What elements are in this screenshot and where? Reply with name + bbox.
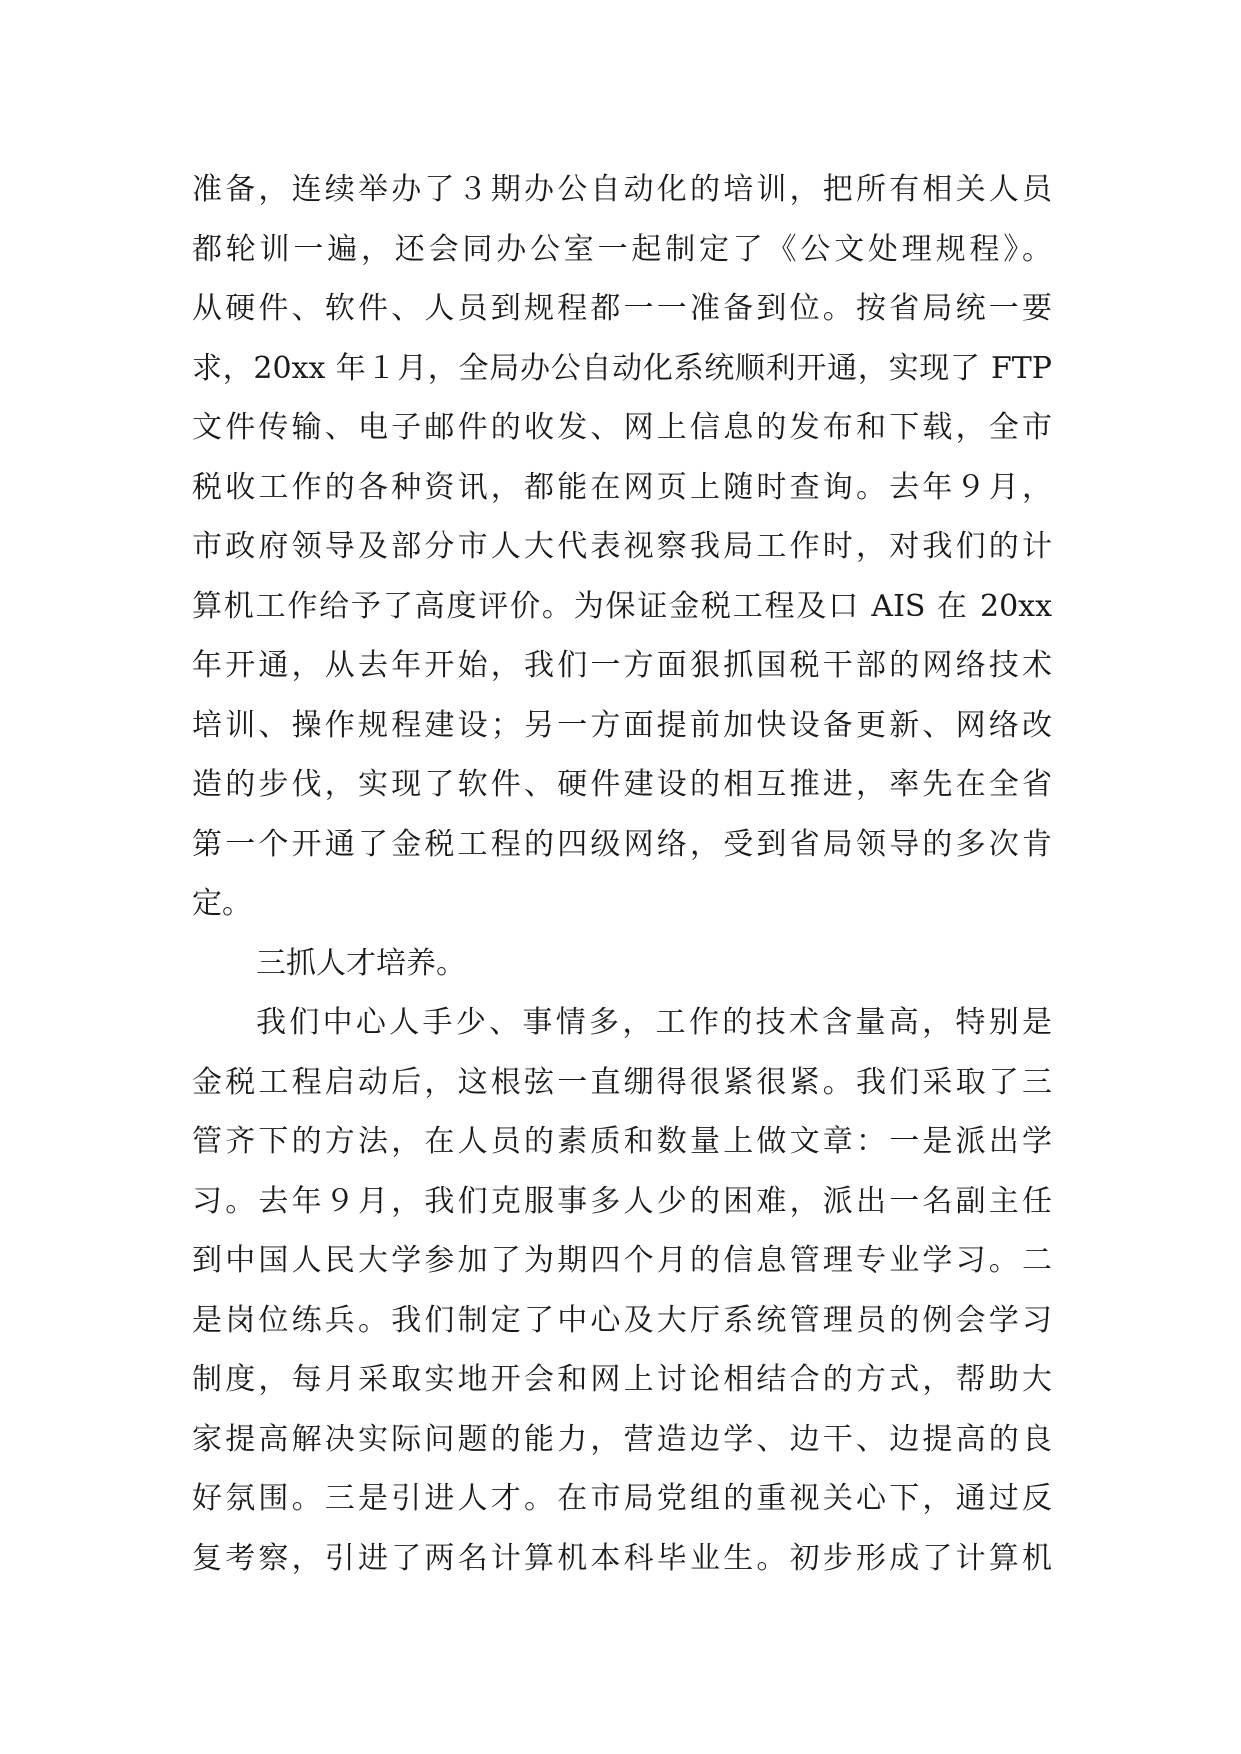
text-line: 从硬件、软件、人员到规程都一一准备到位。按省局统一要 [192, 291, 1052, 326]
text-line: 我们中心人手少、事情多，工作的技术含量高，特别是 [256, 1005, 1052, 1040]
text-line: 都轮训一遍，还会同办公室一起制定了《公文处理规程》。 [192, 231, 1052, 267]
text-line: 准备，连续举办了３期办公自动化的培训，把所有相关人员 [192, 172, 1052, 207]
text-line: 定。 [192, 886, 252, 921]
text-line: 家提高解决实际问题的能力，营造边学、边干、边提高的良 [192, 1421, 1052, 1457]
text-line: 算机工作给予了高度评价。为保证金税工程及口 AIS 在 20xx [192, 588, 1052, 624]
text-line: 培训、操作规程建设；另一方面提前加快设备更新、网络改 [192, 707, 1052, 743]
text-line: 第一个开通了金税工程的四级网络，受到省局领导的多次肯 [192, 826, 1052, 862]
text-line: 年开通，从去年开始，我们一方面狠抓国税干部的网络技术 [192, 648, 1052, 683]
paragraph [192, 160, 1052, 934]
body-text [192, 160, 1052, 1588]
text-line: 造的步伐，实现了软件、硬件建设的相互推进，率先在全省 [192, 767, 1052, 802]
text-line: 文件传输、电子邮件的收发、网上信息的发布和下载，全市 [192, 410, 1052, 445]
text-line: 是岗位练兵。我们制定了中心及大厅系统管理员的例会学习 [192, 1302, 1052, 1338]
section-heading [192, 934, 1052, 994]
paragraph [192, 993, 1052, 1588]
text-line: 制度，每月采取实地开会和网上讨论相结合的方式，帮助大 [192, 1362, 1052, 1397]
text-line: 好氛围。三是引进人才。在市局党组的重视关心下，通过反 [192, 1481, 1052, 1516]
text-line: 市政府领导及部分市人大代表视察我局工作时，对我们的计 [192, 529, 1052, 564]
text-line: 习。去年９月，我们克服事多人少的困难，派出一名副主任 [192, 1183, 1052, 1219]
text-line: 税收工作的各种资讯，都能在网页上随时查询。去年９月， [192, 469, 1052, 505]
text-line: 到中国人民大学参加了为期四个月的信息管理专业学习。二 [192, 1243, 1052, 1278]
text-line: 求，20xx 年１月，全局办公自动化系统顺利开通，实现了 FTP [192, 350, 1052, 386]
text-line: 管齐下的方法，在人员的素质和数量上做文章：一是派出学 [192, 1124, 1052, 1159]
text-line: 金税工程启动后，这根弦一直绷得很紧很紧。我们采取了三 [192, 1064, 1052, 1100]
text-line: 复考察，引进了两名计算机本科毕业生。初步形成了计算机 [192, 1540, 1052, 1576]
text-line: 三抓人才培养。 [256, 945, 466, 981]
